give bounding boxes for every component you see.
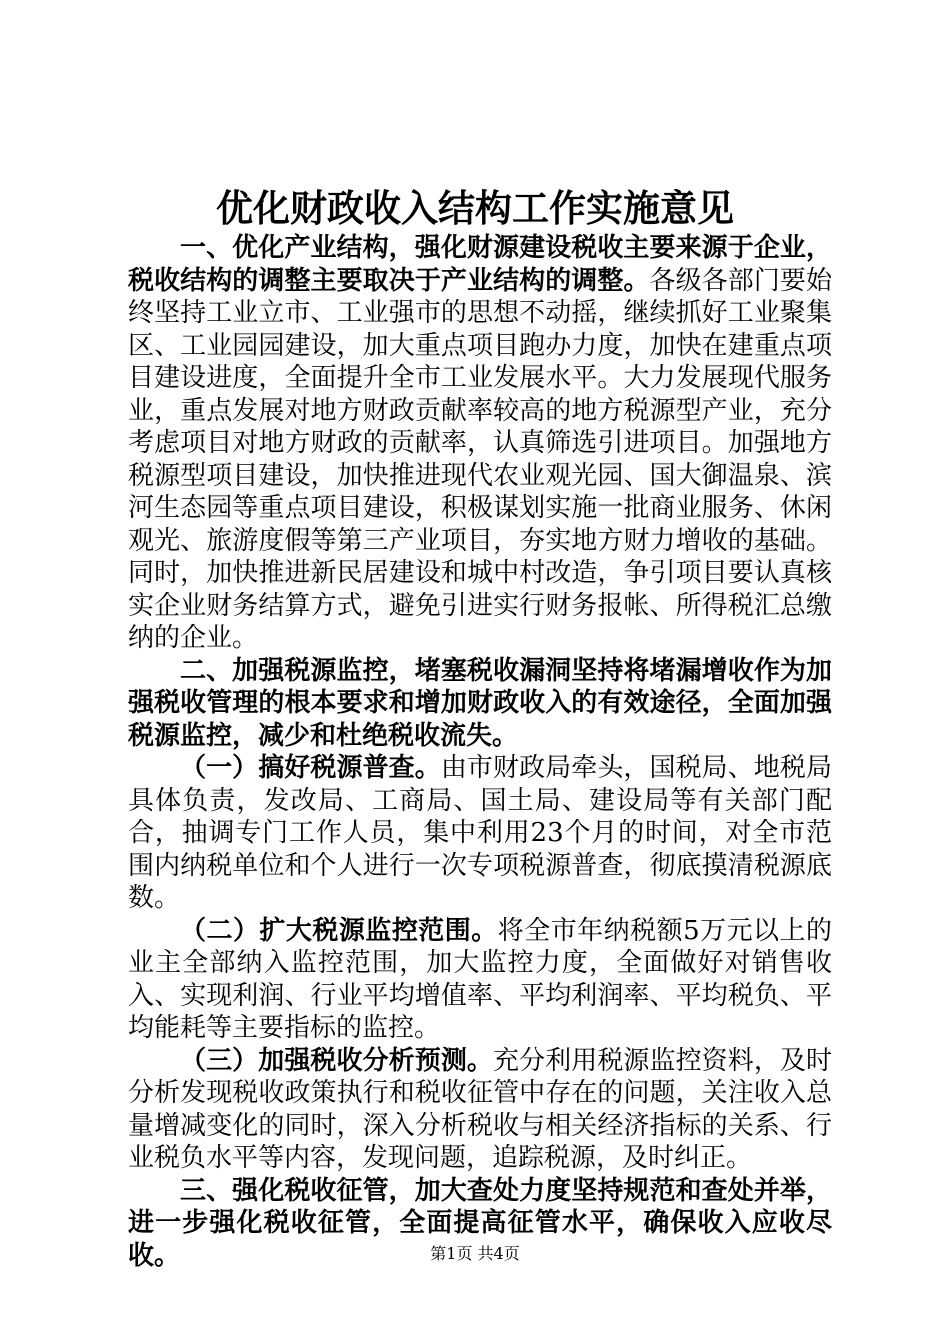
document-title: 优化财政收入结构工作实施意见	[216, 187, 734, 230]
paragraph-4	[128, 915, 832, 1045]
paragraph-5	[128, 1045, 832, 1175]
paragraph-heading: 三、强化税收征管，加大查处力度坚持规范和查处并举，进一步强化税收征管，全面提高征管水平，确保收入应收尽收。	[128, 1175, 832, 1271]
paragraph-text: 将全市年纳税额5万元以上的业主全部纳入监控范围，加大监控力度，全面做好对销售收入、实现利润、行业平均增值率、平均利润率、平均税负、平均能耗等主要指标的监控。	[128, 915, 832, 1043]
paragraph-heading: （二）扩大税源监控范围。	[180, 915, 498, 946]
paragraph-text: 由市财政局牵头，国税局、地税局具体负责，发改局、工商局、国土局、建设局等有关部门配合，抽调专门工作人员，集中利用23个月的时间，对全市范围内纳税单位和个人进行一次专项税源普查，彻底摸清税源底数。	[128, 753, 832, 913]
paragraph-text: 充分利用税源监控资料，及时分析发现税收政策执行和税收征管中存在的问题，关注收入总量增减变化的同时，深入分析税收与相关经济指标的关系、行业税负水平等内容，发现问题，追踪税源，及时纠正。	[128, 1045, 832, 1173]
paragraph-text: 各级各部门要始终坚持工业立市、工业强市的思想不动摇，继续抓好工业聚集区、工业园园建设，加大重点项目跑办力度，加快在建重点项目建设进度，全面提升全市工业发展水平。大力发展现代服务业，重点发展对地方财政贡献率较高的地方税源型产业，充分考虑项目对地方财政的贡献率，认真筛选引进项目。加强地方税源型项目建设，加快推进现代农业观光园、国大御温泉、滨河生态园等重点项目建设，积极谋划实施一批商业服务、休闲观光、旅游度假等第三产业项目，夯实地方财力增收的基础。同时，加快推进新民居建设和城中村改造，争引项目要认真核实企业财务结算方式，避免引进实行财务报帐、所得税汇总缴纳的企业。	[128, 265, 832, 653]
paragraph-heading: 二、加强税源监控，堵塞税收漏洞坚持将堵漏增收作为加强税收管理的根本要求和增加财政收入的有效途径，全面加强税源监控，减少和杜绝税收流失。	[128, 655, 832, 751]
paragraph-heading: （三）加强税收分析预测。	[180, 1045, 493, 1076]
paragraph-heading: 一、优化产业结构，强化财源建设税收主要来源于企业，税收结构的调整主要取决于产业结构的调整。	[128, 233, 832, 296]
paragraph-2	[128, 655, 832, 753]
document-body	[128, 232, 832, 1272]
paragraph-heading: （一）搞好税源普查。	[180, 753, 441, 783]
paragraph-1	[128, 232, 832, 655]
page-number-footer: 第1页 共4页	[430, 1244, 520, 1263]
paragraph-3	[128, 752, 832, 915]
